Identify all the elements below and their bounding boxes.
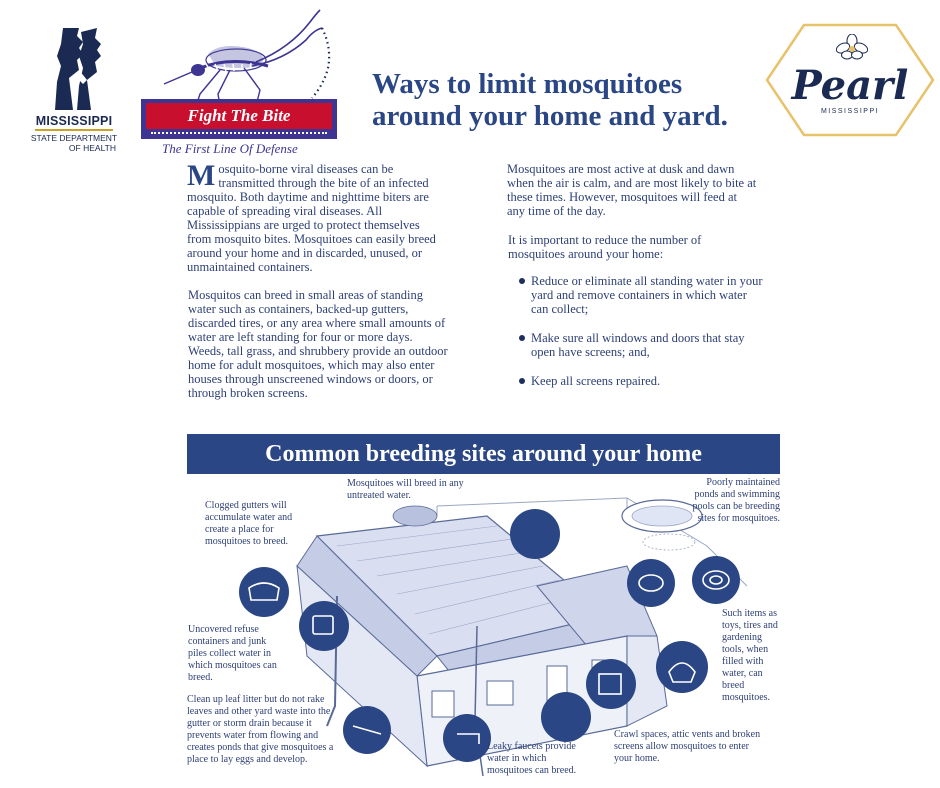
msdh-silhouette-icon: [39, 26, 109, 112]
breeding-paragraph: Mosquitos can breed in small areas of standing water such as containers, backed-up gutters, discarded tires, or any area where small amounts of water are left standing for four or more days. Weeds, tall grass, and shrubbery provide an outdoor home for adult mosquitoes, which may also enter houses through unscreened windows or doors, or through broken screens.: [188, 288, 448, 400]
breeding-sites-title: Common breeding sites around your home: [265, 440, 702, 467]
breeding-sites-banner: [187, 434, 780, 474]
fight-the-bite-title: Fight The Bite: [187, 106, 291, 125]
detail-circle-tires: [692, 556, 740, 604]
mosquito-icon: [160, 8, 340, 108]
pearl-logo: [764, 22, 936, 138]
fight-the-bite-tagline: The First Line Of Defense: [162, 141, 298, 156]
pearl-wordmark: Pearl: [791, 62, 909, 109]
pearl-state-text: MISSISSIPPI: [820, 108, 880, 115]
list-item-text: Make sure all windows and doors that stay open have screens; and,: [531, 331, 745, 359]
intro-paragraph: [187, 159, 447, 274]
msdh-state-name: MISSISSIPPI: [35, 114, 113, 128]
window: [432, 691, 454, 717]
list-item: [517, 331, 767, 359]
detail-circle-toys: [627, 559, 675, 607]
list-item: [517, 274, 767, 316]
msdh-logo: [26, 26, 122, 166]
list-item: [517, 374, 767, 388]
page-title-line-1: Ways to limit mosquitoes: [372, 68, 683, 100]
magnolia-flower-icon: [836, 34, 868, 62]
detail-circle-vent: [586, 659, 636, 709]
detail-circle-gutter: [239, 567, 289, 617]
callout-gutters: Clogged gutters will accumulate water and create a place for mosquitoes to breed.: [205, 500, 293, 547]
pond: [643, 534, 695, 550]
callout-untreated-water: Mosquitoes will breed in any untreated water.: [347, 478, 464, 501]
detail-circle-crawl: [541, 692, 591, 742]
list-item-text: Reduce or eliminate all standing water in your yard and remove containers in which water can collect;: [531, 274, 763, 316]
drop-cap: M: [187, 159, 216, 192]
window: [487, 681, 513, 705]
tips-list: [517, 274, 767, 403]
callout-toys-tires: Such items as toys, tires and gardening tools, when filled with water, can breed mosquitoes.: [722, 608, 778, 703]
callout-leaky-faucets: Leaky faucets provide water in which mosquitoes can breed.: [487, 741, 577, 776]
fight-the-bite-banner: [141, 99, 337, 139]
page-title: [372, 68, 772, 132]
detail-circle-faucet: [443, 714, 491, 762]
msdh-divider: [35, 129, 113, 131]
detail-circle-untreated: [510, 509, 560, 559]
fight-the-bite-red-band: [146, 103, 332, 129]
shrub: [393, 506, 437, 526]
detail-circle-refuse: [299, 601, 349, 651]
callout-crawl-spaces: Crawl spaces, attic vents and broken screens allow mosquitoes to enter your home.: [614, 729, 761, 764]
intro-paragraph-text: osquito-borne viral diseases can be transmitted through the bite of an infected mosquito. Both daytime and nighttime biters are capable of spreading viral diseases. All Mississippians are urged to protect themselves from mosquito bites. Mosquitoes can easily breed around your home and in discarded, unused, or unmaintained containers.: [187, 162, 436, 274]
dotted-divider: [151, 132, 327, 134]
bullet-icon: [519, 378, 525, 384]
callout-ponds-pools: Poorly maintained ponds and swimming pools can be breeding sites for mosquitoes.: [692, 477, 780, 524]
detail-circle-tools: [656, 641, 708, 693]
callout-refuse-containers: Uncovered refuse containers and junk piles collect water in which mosquitoes can breed.: [188, 624, 277, 683]
list-item-text: Keep all screens repaired.: [531, 374, 661, 388]
bullet-icon: [519, 278, 525, 284]
msdh-health-text: OF HEALTH: [68, 143, 116, 153]
callout-leaf-litter: Clean up leaf litter but do not rake leaves and other yard waste into the gutter or storm drain because it prevents water from flowing and creates ponds that give mosquitoes a place to lay eggs and develop.: [187, 694, 334, 765]
bullet-icon: [519, 335, 525, 341]
reduce-paragraph: It is important to reduce the number of mosquitoes around your home:: [508, 233, 702, 261]
page-title-line-2: around your home and yard.: [372, 100, 728, 132]
activity-paragraph: Mosquitoes are most active at dusk and dawn when the air is calm, and are most likely to bite at these times. However, mosquitoes will feed at any time of the day.: [507, 162, 757, 218]
msdh-department-text: STATE DEPARTMENT: [30, 133, 118, 143]
